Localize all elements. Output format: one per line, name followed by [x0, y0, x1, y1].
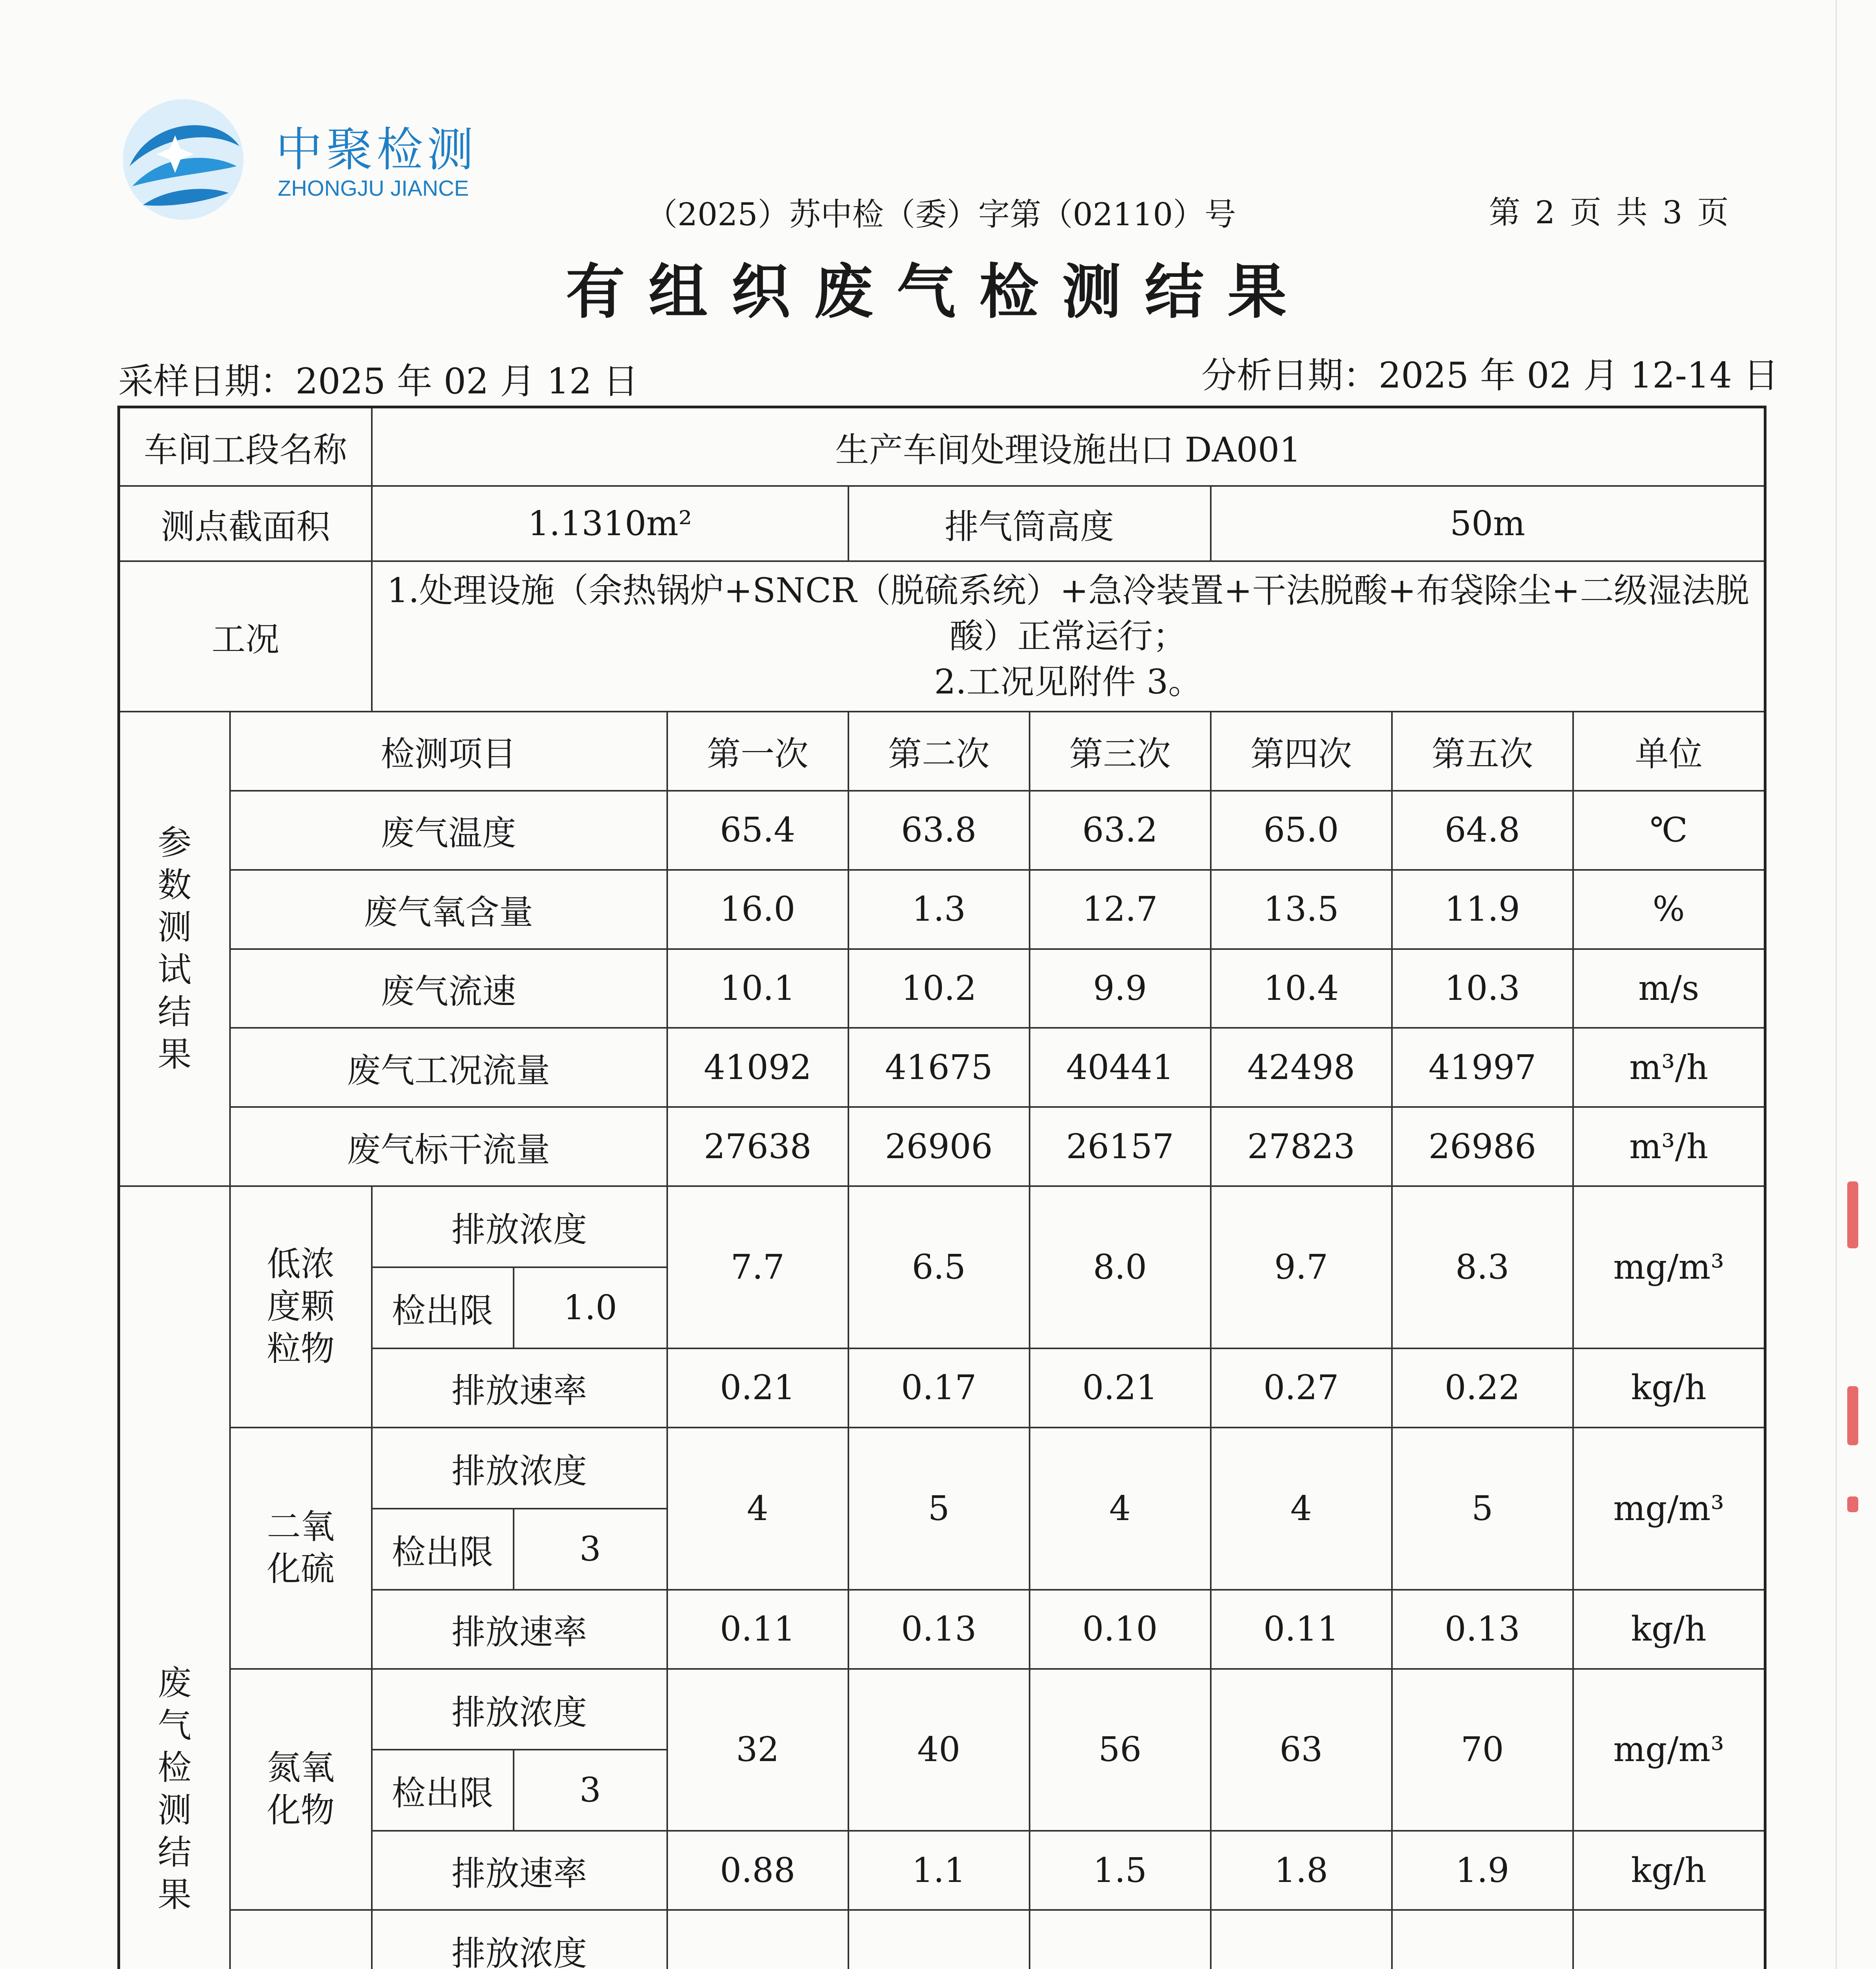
params-group-label: [119, 712, 230, 1186]
stamp-mark: [1847, 1496, 1858, 1512]
rate-label: 排放速率: [372, 1831, 667, 1910]
param-value: 16.0: [667, 870, 848, 949]
param-value: 11.9: [1392, 870, 1573, 949]
param-name: 废气氧含量: [230, 870, 667, 949]
results-table: [117, 406, 1767, 1969]
param-row: [119, 791, 1765, 870]
limit-label: 检出限: [372, 1750, 514, 1831]
param-value: 42498: [1211, 1028, 1392, 1107]
stamp-mark: [1847, 1386, 1858, 1445]
param-unit: ℃: [1573, 791, 1765, 870]
pollutant-name: [230, 1186, 372, 1428]
param-row: [119, 1028, 1765, 1107]
group-label-char: 测: [158, 908, 192, 947]
conc-value: 8.0: [1030, 1186, 1211, 1348]
group-label-char: 数: [158, 865, 192, 905]
pollutant-conc-row: [119, 1669, 1765, 1750]
param-row: [119, 870, 1765, 949]
rate-unit: kg/h: [1573, 1831, 1765, 1910]
pollutant-name: [230, 1669, 372, 1910]
param-value: 9.9: [1030, 949, 1211, 1028]
conc-label: 排放浓度: [372, 1669, 667, 1750]
param-unit: %: [1573, 870, 1765, 949]
pollutant-name-line: 粒物: [267, 1329, 335, 1369]
param-value: 63.2: [1030, 791, 1211, 870]
column-header: 第五次: [1392, 712, 1573, 791]
conc-value: 56: [1030, 1669, 1211, 1831]
param-row: [119, 949, 1765, 1028]
param-value: 10.4: [1211, 949, 1392, 1028]
rate-value: 0.21: [1030, 1348, 1211, 1428]
conc-value: 32: [667, 1669, 848, 1831]
group-label-char: 废: [158, 1663, 192, 1703]
column-header: 第四次: [1211, 712, 1392, 791]
param-value: 10.3: [1392, 949, 1573, 1028]
rate-value: 1.5: [1030, 1831, 1211, 1910]
param-value: 10.2: [848, 949, 1030, 1028]
rate-value: 0.13: [1392, 1590, 1573, 1669]
param-value: 27638: [667, 1107, 848, 1186]
pollutant-conc-row: [119, 1428, 1765, 1509]
conc-value: 4: [1211, 1428, 1392, 1590]
param-value: 1.3: [848, 870, 1030, 949]
param-row: [119, 1107, 1765, 1186]
rate-value: 0.13: [848, 1590, 1030, 1669]
conc-value: 4: [1030, 1428, 1211, 1590]
pollutant-name: [230, 1428, 372, 1669]
param-name: 废气流速: [230, 949, 667, 1028]
rate-value: 1.1: [848, 1831, 1030, 1910]
conc-label: 排放浓度: [372, 1186, 667, 1267]
param-unit: m³/h: [1573, 1028, 1765, 1107]
param-value: 65.4: [667, 791, 848, 870]
pollutant-conc-row: [119, 1910, 1765, 1969]
conc-unit: mg/m³: [1573, 1669, 1765, 1831]
rate-value: 1.8: [1211, 1831, 1392, 1910]
rate-value: 0.11: [1211, 1590, 1392, 1669]
rate-value: 0.21: [667, 1348, 848, 1428]
condition-line: 2.工况见附件 3。: [934, 662, 1202, 702]
group-label-char: 参: [158, 823, 192, 863]
height-label: 排气筒高度: [848, 486, 1211, 561]
conc-value: [1211, 1910, 1392, 1969]
column-header: 单位: [1573, 712, 1765, 791]
rate-value: 0.10: [1030, 1590, 1211, 1669]
limit-value: 3: [514, 1509, 667, 1590]
sample-date: 采样日期：2025 年 02 月 12 日: [118, 361, 639, 402]
rate-unit: kg/h: [1573, 1590, 1765, 1669]
column-header: 第三次: [1030, 712, 1211, 791]
condition-label: 工况: [119, 561, 372, 712]
param-value: 41997: [1392, 1028, 1573, 1107]
param-value: 63.8: [848, 791, 1030, 870]
param-value: 12.7: [1030, 870, 1211, 949]
param-value: 26906: [848, 1107, 1030, 1186]
conc-value: 9.7: [1211, 1186, 1392, 1348]
section-label: 车间工段名称: [119, 407, 372, 486]
group-label-char: 果: [158, 1035, 192, 1074]
page-number: 第 2 页 共 3 页: [1489, 194, 1731, 231]
company-logo-icon: [116, 93, 250, 226]
param-unit: m/s: [1573, 949, 1765, 1028]
area-label: 测点截面积: [119, 486, 372, 561]
conc-value: 4: [667, 1428, 848, 1590]
rate-value: 0.27: [1211, 1348, 1392, 1428]
param-value: 41675: [848, 1028, 1030, 1107]
conc-label: 排放浓度: [372, 1428, 667, 1509]
param-value: 13.5: [1211, 870, 1392, 949]
param-value: 10.1: [667, 949, 848, 1028]
height-value: 50m: [1211, 486, 1765, 561]
pollutant-conc-row: [119, 1186, 1765, 1267]
analysis-date: 分析日期：2025 年 02 月 12-14 日: [1201, 355, 1779, 396]
area-value: 1.1310m²: [372, 486, 848, 561]
limit-label: 检出限: [372, 1509, 514, 1590]
pollutant-name-line: 化物: [267, 1790, 335, 1830]
param-value: 40441: [1030, 1028, 1211, 1107]
condition-value: [372, 561, 1765, 712]
column-header: 第一次: [667, 712, 848, 791]
column-header: 检测项目: [230, 712, 667, 791]
param-value: 27823: [1211, 1107, 1392, 1186]
rate-label: 排放速率: [372, 1348, 667, 1428]
page-title: 有组织废气检测结果: [566, 257, 1310, 326]
group-label-char: 结: [158, 1833, 192, 1873]
conc-value: [1030, 1910, 1211, 1969]
stamp-mark: [1847, 1181, 1858, 1248]
conc-value: 8.3: [1392, 1186, 1573, 1348]
limit-label: 检出限: [372, 1267, 514, 1348]
param-value: 41092: [667, 1028, 848, 1107]
group-label-char: 结: [158, 992, 192, 1032]
rate-value: 0.11: [667, 1590, 848, 1669]
pollutant-name: [230, 1910, 372, 1969]
conc-value: 70: [1392, 1669, 1573, 1831]
limit-value: 3: [514, 1750, 667, 1831]
pollutant-name-line: 低浓: [267, 1244, 335, 1284]
param-value: 64.8: [1392, 791, 1573, 870]
conc-value: 40: [848, 1669, 1030, 1831]
param-value: 65.0: [1211, 791, 1392, 870]
param-name: 废气工况流量: [230, 1028, 667, 1107]
conc-value: [667, 1910, 848, 1969]
conc-value: 63: [1211, 1669, 1392, 1831]
brand-name-en: ZHONGJU JIANCE: [278, 176, 469, 200]
pollutant-name-line: 氮氧: [267, 1748, 335, 1788]
param-name: 废气标干流量: [230, 1107, 667, 1186]
pollutant-name-line: 二氧: [267, 1507, 335, 1546]
group-label-char: 气: [158, 1706, 192, 1745]
rate-label: 排放速率: [372, 1590, 667, 1669]
group-label-char: 试: [158, 950, 192, 990]
conc-label: 排放浓度: [372, 1910, 667, 1969]
column-header: 第二次: [848, 712, 1030, 791]
conc-value: 5: [1392, 1428, 1573, 1590]
limit-value: 1.0: [514, 1267, 667, 1348]
condition-line: 1.处理设施（余热锅炉+SNCR（脱硫系统）+急冷装置+干法脱酸+布袋除尘+二级湿法脱酸）正常运行；: [387, 571, 1750, 656]
param-name: 废气温度: [230, 791, 667, 870]
conc-value: [1392, 1910, 1573, 1969]
conc-value: [848, 1910, 1030, 1969]
conc-value: 7.7: [667, 1186, 848, 1348]
group-label-char: 检: [158, 1748, 192, 1788]
pollutant-name-line: 度颗: [267, 1287, 335, 1326]
rate-value: 0.22: [1392, 1348, 1573, 1428]
param-value: 26986: [1392, 1107, 1573, 1186]
conc-unit: [1573, 1910, 1765, 1969]
group-label-char: 果: [158, 1875, 192, 1915]
results-group-label: [119, 1186, 230, 1969]
pollutant-name-line: 化硫: [267, 1549, 335, 1589]
rate-value: 1.9: [1392, 1831, 1573, 1910]
param-value: 26157: [1030, 1107, 1211, 1186]
section-value: 生产车间处理设施出口 DA001: [372, 407, 1765, 486]
param-unit: m³/h: [1573, 1107, 1765, 1186]
rate-value: 0.17: [848, 1348, 1030, 1428]
document-number: （2025）苏中检（委）字第（02110）号: [646, 196, 1236, 233]
conc-unit: mg/m³: [1573, 1428, 1765, 1590]
conc-value: 5: [848, 1428, 1030, 1590]
conc-unit: mg/m³: [1573, 1186, 1765, 1348]
rate-value: 0.88: [667, 1831, 848, 1910]
brand-name-cn: 中聚检测: [276, 122, 478, 177]
rate-unit: kg/h: [1573, 1348, 1765, 1428]
conc-value: 6.5: [848, 1186, 1030, 1348]
params-header-row: [119, 712, 1765, 791]
group-label-char: 测: [158, 1790, 192, 1830]
